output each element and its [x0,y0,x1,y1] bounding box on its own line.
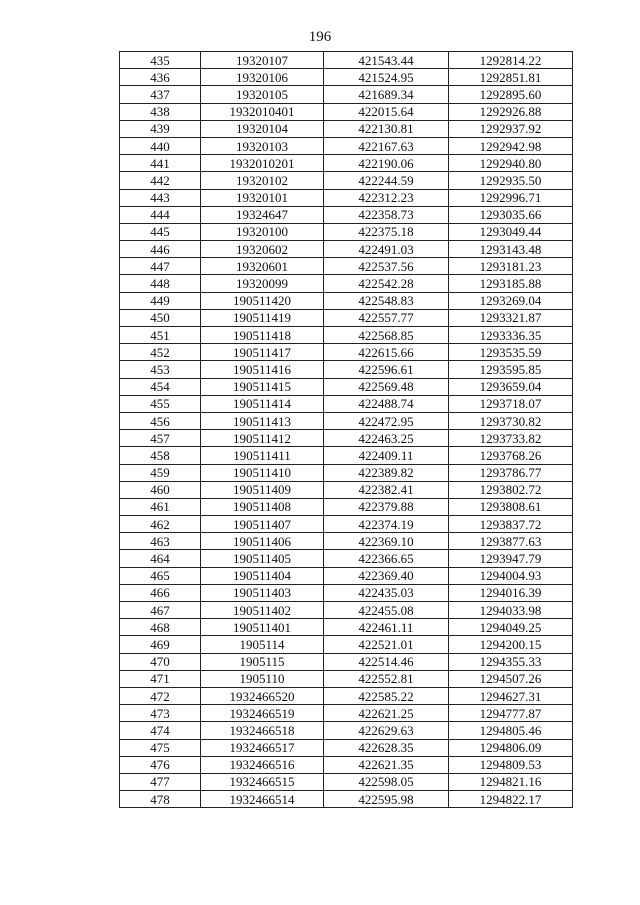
table-row [120,619,573,636]
table-row [120,378,573,395]
y-coordinate-cell: 1293143.48 [449,241,573,258]
x-coordinate-cell: 422542.28 [324,275,449,292]
table-row [120,137,573,154]
point-code-cell: 190511409 [201,481,324,498]
table-row [120,258,573,275]
y-coordinate-cell: 1293185.88 [449,275,573,292]
table-row [120,653,573,670]
y-coordinate-cell: 1293730.82 [449,412,573,429]
point-number-cell: 458 [120,447,201,464]
point-code-cell: 19320602 [201,241,324,258]
y-coordinate-cell: 1294200.15 [449,636,573,653]
point-number-cell: 469 [120,636,201,653]
table-row [120,705,573,722]
x-coordinate-cell: 422598.05 [324,773,449,790]
point-number-cell: 474 [120,722,201,739]
point-code-cell: 190511404 [201,567,324,584]
x-coordinate-cell: 422472.95 [324,412,449,429]
page-number: 196 [308,29,332,45]
point-code-cell: 190511401 [201,619,324,636]
y-coordinate-cell: 1293718.07 [449,395,573,412]
point-code-cell: 190511407 [201,516,324,533]
point-code-cell: 190511415 [201,378,324,395]
table-row [120,430,573,447]
x-coordinate-cell: 422488.74 [324,395,449,412]
x-coordinate-cell: 422596.61 [324,361,449,378]
y-coordinate-cell: 1293947.79 [449,550,573,567]
y-coordinate-cell: 1293659.04 [449,378,573,395]
x-coordinate-cell: 422379.88 [324,498,449,515]
point-code-cell: 1932010401 [201,103,324,120]
table-row [120,481,573,498]
table-row [120,447,573,464]
y-coordinate-cell: 1294627.31 [449,687,573,704]
y-coordinate-cell: 1294809.53 [449,756,573,773]
x-coordinate-cell: 422312.23 [324,189,449,206]
point-code-cell: 1932466519 [201,705,324,722]
point-number-cell: 446 [120,241,201,258]
point-code-cell: 19320101 [201,189,324,206]
point-code-cell: 190511419 [201,309,324,326]
y-coordinate-cell: 1292851.81 [449,69,573,86]
table-row [120,791,573,808]
table-row [120,567,573,584]
point-number-cell: 453 [120,361,201,378]
point-number-cell: 447 [120,258,201,275]
point-number-cell: 449 [120,292,201,309]
x-coordinate-cell: 421543.44 [324,52,449,69]
y-coordinate-cell: 1294806.09 [449,739,573,756]
x-coordinate-cell: 422409.11 [324,447,449,464]
x-coordinate-cell: 422621.35 [324,756,449,773]
x-coordinate-cell: 422491.03 [324,241,449,258]
x-coordinate-cell: 422382.41 [324,481,449,498]
y-coordinate-cell: 1294821.16 [449,773,573,790]
x-coordinate-cell: 422537.56 [324,258,449,275]
point-number-cell: 468 [120,619,201,636]
point-code-cell: 19320102 [201,172,324,189]
x-coordinate-cell: 422629.63 [324,722,449,739]
point-number-cell: 457 [120,430,201,447]
x-coordinate-cell: 421524.95 [324,69,449,86]
table-row [120,361,573,378]
point-code-cell: 190511405 [201,550,324,567]
point-number-cell: 455 [120,395,201,412]
point-code-cell: 1905115 [201,653,324,670]
point-code-cell: 19324647 [201,206,324,223]
point-code-cell: 1932466515 [201,773,324,790]
y-coordinate-cell: 1293035.66 [449,206,573,223]
point-code-cell: 1932010201 [201,155,324,172]
table-row [120,602,573,619]
point-number-cell: 443 [120,189,201,206]
y-coordinate-cell: 1293802.72 [449,481,573,498]
table-row [120,533,573,550]
point-number-cell: 436 [120,69,201,86]
point-number-cell: 476 [120,756,201,773]
point-number-cell: 456 [120,412,201,429]
table-row [120,206,573,223]
point-code-cell: 190511418 [201,327,324,344]
point-code-cell: 19320106 [201,69,324,86]
coordinates-table [119,51,573,808]
point-code-cell: 190511413 [201,412,324,429]
point-number-cell: 465 [120,567,201,584]
point-number-cell: 454 [120,378,201,395]
y-coordinate-cell: 1293768.26 [449,447,573,464]
point-number-cell: 471 [120,670,201,687]
y-coordinate-cell: 1294049.25 [449,619,573,636]
point-number-cell: 464 [120,550,201,567]
point-code-cell: 1932466514 [201,791,324,808]
x-coordinate-cell: 422374.19 [324,516,449,533]
point-number-cell: 442 [120,172,201,189]
x-coordinate-cell: 422244.59 [324,172,449,189]
y-coordinate-cell: 1294805.46 [449,722,573,739]
x-coordinate-cell: 422552.81 [324,670,449,687]
y-coordinate-cell: 1293269.04 [449,292,573,309]
table-row [120,155,573,172]
y-coordinate-cell: 1294355.33 [449,653,573,670]
x-coordinate-cell: 422463.25 [324,430,449,447]
y-coordinate-cell: 1294016.39 [449,584,573,601]
point-number-cell: 463 [120,533,201,550]
x-coordinate-cell: 422369.10 [324,533,449,550]
table-row [120,412,573,429]
y-coordinate-cell: 1292996.71 [449,189,573,206]
table-row [120,344,573,361]
point-code-cell: 190511420 [201,292,324,309]
table-row [120,550,573,567]
point-number-cell: 444 [120,206,201,223]
y-coordinate-cell: 1294033.98 [449,602,573,619]
table-row [120,464,573,481]
y-coordinate-cell: 1293049.44 [449,223,573,240]
point-number-cell: 477 [120,773,201,790]
y-coordinate-cell: 1293786.77 [449,464,573,481]
point-code-cell: 19320103 [201,137,324,154]
coordinates-table-body [120,52,573,808]
x-coordinate-cell: 422190.06 [324,155,449,172]
y-coordinate-cell: 1292814.22 [449,52,573,69]
x-coordinate-cell: 422621.25 [324,705,449,722]
y-coordinate-cell: 1293808.61 [449,498,573,515]
y-coordinate-cell: 1292940.80 [449,155,573,172]
point-code-cell: 1905114 [201,636,324,653]
point-code-cell: 1932466520 [201,687,324,704]
x-coordinate-cell: 422375.18 [324,223,449,240]
point-number-cell: 473 [120,705,201,722]
point-code-cell: 190511414 [201,395,324,412]
y-coordinate-cell: 1294822.17 [449,791,573,808]
point-code-cell: 1932466517 [201,739,324,756]
point-code-cell: 190511402 [201,602,324,619]
x-coordinate-cell: 422548.83 [324,292,449,309]
table-row [120,223,573,240]
x-coordinate-cell: 422455.08 [324,602,449,619]
table-row [120,395,573,412]
y-coordinate-cell: 1293595.85 [449,361,573,378]
x-coordinate-cell: 422585.22 [324,687,449,704]
x-coordinate-cell: 422358.73 [324,206,449,223]
point-code-cell: 190511410 [201,464,324,481]
point-code-cell: 190511412 [201,430,324,447]
y-coordinate-cell: 1294777.87 [449,705,573,722]
x-coordinate-cell: 421689.34 [324,86,449,103]
x-coordinate-cell: 422130.81 [324,120,449,137]
y-coordinate-cell: 1294507.26 [449,670,573,687]
table-row [120,722,573,739]
point-code-cell: 19320601 [201,258,324,275]
table-row [120,584,573,601]
point-number-cell: 462 [120,516,201,533]
point-code-cell: 1905110 [201,670,324,687]
point-number-cell: 467 [120,602,201,619]
point-code-cell: 1932466516 [201,756,324,773]
table-row [120,327,573,344]
x-coordinate-cell: 422461.11 [324,619,449,636]
point-code-cell: 1932466518 [201,722,324,739]
point-number-cell: 438 [120,103,201,120]
x-coordinate-cell: 422557.77 [324,309,449,326]
table-row [120,86,573,103]
point-code-cell: 190511416 [201,361,324,378]
table-row [120,516,573,533]
point-number-cell: 472 [120,687,201,704]
y-coordinate-cell: 1293336.35 [449,327,573,344]
y-coordinate-cell: 1293877.63 [449,533,573,550]
x-coordinate-cell: 422615.66 [324,344,449,361]
table-row [120,773,573,790]
table-row [120,498,573,515]
x-coordinate-cell: 422167.63 [324,137,449,154]
point-number-cell: 466 [120,584,201,601]
point-number-cell: 441 [120,155,201,172]
y-coordinate-cell: 1292935.50 [449,172,573,189]
point-number-cell: 452 [120,344,201,361]
point-code-cell: 190511403 [201,584,324,601]
point-number-cell: 437 [120,86,201,103]
point-code-cell: 19320104 [201,120,324,137]
point-number-cell: 435 [120,52,201,69]
point-number-cell: 448 [120,275,201,292]
point-number-cell: 461 [120,498,201,515]
table-row [120,670,573,687]
y-coordinate-cell: 1293321.87 [449,309,573,326]
point-code-cell: 190511411 [201,447,324,464]
x-coordinate-cell: 422569.48 [324,378,449,395]
point-code-cell: 19320099 [201,275,324,292]
point-code-cell: 190511408 [201,498,324,515]
x-coordinate-cell: 422595.98 [324,791,449,808]
x-coordinate-cell: 422389.82 [324,464,449,481]
x-coordinate-cell: 422628.35 [324,739,449,756]
point-number-cell: 450 [120,309,201,326]
table-row [120,189,573,206]
x-coordinate-cell: 422366.65 [324,550,449,567]
table-row [120,172,573,189]
table-row [120,275,573,292]
table-row [120,241,573,258]
x-coordinate-cell: 422369.40 [324,567,449,584]
table-row [120,756,573,773]
point-code-cell: 19320105 [201,86,324,103]
point-number-cell: 470 [120,653,201,670]
point-number-cell: 439 [120,120,201,137]
table-row [120,52,573,69]
point-number-cell: 451 [120,327,201,344]
y-coordinate-cell: 1294004.93 [449,567,573,584]
y-coordinate-cell: 1293837.72 [449,516,573,533]
point-number-cell: 478 [120,791,201,808]
point-number-cell: 445 [120,223,201,240]
y-coordinate-cell: 1293181.23 [449,258,573,275]
table-row [120,739,573,756]
point-number-cell: 460 [120,481,201,498]
table-row [120,636,573,653]
point-number-cell: 475 [120,739,201,756]
x-coordinate-cell: 422521.01 [324,636,449,653]
x-coordinate-cell: 422015.64 [324,103,449,120]
y-coordinate-cell: 1292926.88 [449,103,573,120]
y-coordinate-cell: 1293733.82 [449,430,573,447]
point-code-cell: 19320100 [201,223,324,240]
table-row [120,103,573,120]
table-row [120,687,573,704]
y-coordinate-cell: 1292942.98 [449,137,573,154]
point-code-cell: 190511406 [201,533,324,550]
x-coordinate-cell: 422435.03 [324,584,449,601]
table-row [120,292,573,309]
point-code-cell: 190511417 [201,344,324,361]
x-coordinate-cell: 422568.85 [324,327,449,344]
y-coordinate-cell: 1292937.92 [449,120,573,137]
y-coordinate-cell: 1293535.59 [449,344,573,361]
point-number-cell: 459 [120,464,201,481]
table-row [120,309,573,326]
x-coordinate-cell: 422514.46 [324,653,449,670]
y-coordinate-cell: 1292895.60 [449,86,573,103]
table-row [120,69,573,86]
point-number-cell: 440 [120,137,201,154]
point-code-cell: 19320107 [201,52,324,69]
table-row [120,120,573,137]
